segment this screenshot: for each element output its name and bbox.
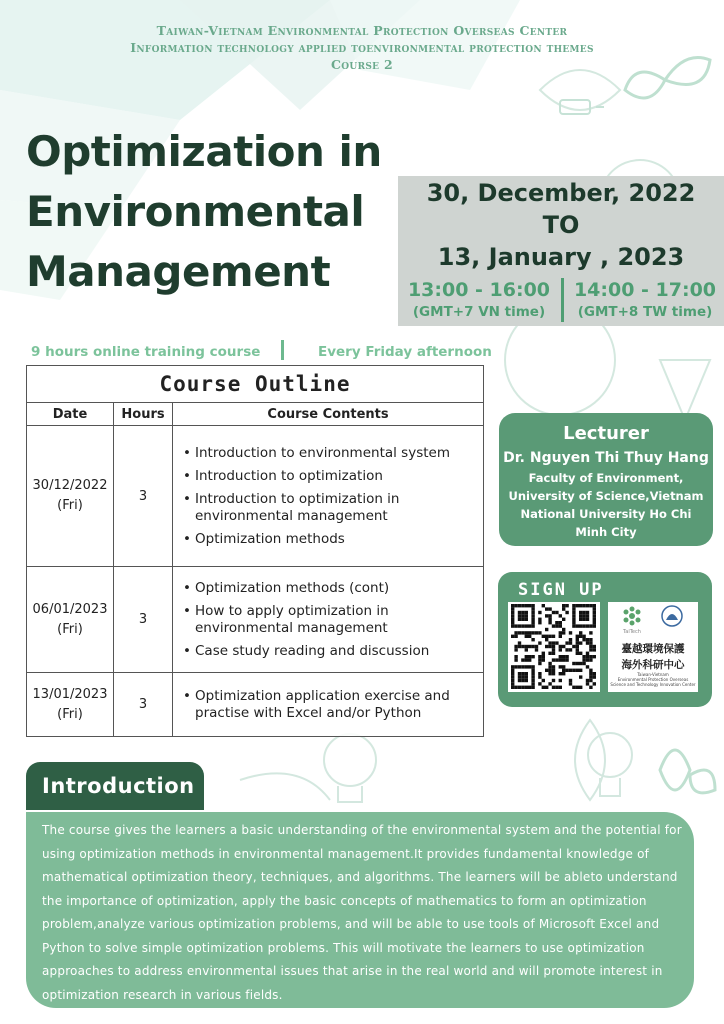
title-line-1: Optimization in [26, 127, 382, 176]
tw-time: 14:00 - 17:00 [573, 279, 717, 301]
list-item: • How to apply optimization in environmental management [183, 603, 475, 637]
introduction-text: The course gives the learners a basic understanding of the environmental system and the potential for using optimization methods in environmental management.It provides fundamental knowledge of mathematical optimization theory, techniques, and algorithms. The learners will be ableto understand the importance of optimization, apply the basic concepts of mathematics to form an optimization problem,analyze various optimization problems, and will be able to use tools of Microsoft Excel and Python to solve simple optimization problems. This will motivate the learners to use optimization approaches to address environmental issues that arise in the real world and will promote interest in optimization research in various fields. [42, 823, 682, 1002]
qr-code-icon[interactable] [508, 602, 600, 692]
page-title [26, 122, 406, 302]
signup-label: SIGN UP [518, 580, 604, 600]
row-date: 13/01/2023 [32, 686, 108, 702]
column-header-date: Date [27, 403, 114, 426]
vn-time: 13:00 - 16:00 [407, 279, 551, 301]
end-date: 13, January , 2023 [437, 243, 685, 271]
table-row [27, 673, 484, 737]
org-name-en-3: Science and Technology Innovation Center [610, 682, 696, 687]
row-hours: 3 [114, 567, 173, 673]
course-outline-table [26, 365, 484, 737]
row-date: 30/12/2022 [32, 478, 108, 493]
introduction-box [26, 812, 694, 1008]
outline-title: Course Outline [27, 366, 484, 403]
row-date: 06/01/2023 [32, 601, 108, 617]
header-line-2: Information technology applied toenvironmental protection themes [130, 40, 594, 55]
table-row [27, 426, 484, 567]
row-day: (Fri) [57, 621, 83, 637]
list-item: • Introduction to optimization [183, 468, 475, 485]
lecturer-name: Dr. Nguyen Thi Thuy Hang [503, 450, 709, 466]
column-header-hours: Hours [114, 403, 173, 426]
list-item: • Optimization methods (cont) [183, 580, 475, 597]
logo-text: TaiTech [623, 629, 641, 635]
row-hours: 3 [114, 426, 173, 567]
vn-timezone: (GMT+7 VN time) [412, 304, 546, 320]
introduction-tab [26, 762, 204, 810]
row-contents [173, 673, 484, 737]
title-line-3: Management [26, 247, 331, 296]
tw-time-block [570, 278, 720, 322]
list-item: • Introduction to environmental system [183, 445, 475, 462]
row-contents [173, 567, 484, 673]
row-date-cell [27, 673, 114, 737]
row-hours: 3 [114, 673, 173, 737]
introduction-label: Introduction [42, 774, 195, 798]
course-duration: 9 hours online training course [31, 344, 261, 360]
org-name-en-1: Taiwan-Vietnam [637, 672, 669, 677]
signup-card[interactable] [498, 572, 712, 707]
row-date-cell [27, 567, 114, 673]
row-day: (Fri) [57, 706, 83, 722]
subheading-divider [281, 340, 284, 360]
organizer-header [0, 22, 724, 73]
date-box [398, 176, 724, 326]
tw-timezone: (GMT+8 TW time) [577, 304, 713, 320]
date-separator: TO [542, 211, 580, 239]
row-date-cell [27, 426, 114, 567]
row-day: (Fri) [57, 498, 83, 513]
course-schedule: Every Friday afternoon [318, 344, 492, 360]
lecturer-affiliation: Faculty of Environment, University of Science,Vietnam National University Ho Chi Minh City [508, 471, 704, 539]
column-header-contents: Course Contents [173, 403, 484, 426]
list-item: • Case study reading and discussion [183, 643, 475, 660]
org-name-zh-1: 臺越環境保護 [621, 643, 685, 655]
lecturer-label: Lecturer [563, 423, 649, 444]
table-row [27, 567, 484, 673]
list-item: • Optimization methods [183, 531, 475, 548]
list-item: • Optimization application exercise and practise with Excel and/or Python [183, 688, 475, 722]
title-line-2: Environmental [26, 187, 365, 236]
header-line-1: Taiwan-Vietnam Environmental Protection Overseas Center [156, 23, 568, 38]
logo-mark-icon [608, 602, 698, 636]
header-line-3: Course 2 [331, 57, 393, 72]
list-item: • Introduction to optimization in environmental management [183, 491, 475, 525]
row-contents [173, 426, 484, 567]
time-divider [561, 278, 564, 322]
org-name-en-2: Environmental Protection Overseas [617, 677, 689, 682]
start-date: 30, December, 2022 [426, 179, 696, 207]
org-name-zh-2: 海外科研中心 [621, 659, 685, 671]
vn-time-block [404, 278, 554, 322]
lecturer-card [499, 413, 713, 546]
organization-logo-icon [608, 602, 698, 692]
